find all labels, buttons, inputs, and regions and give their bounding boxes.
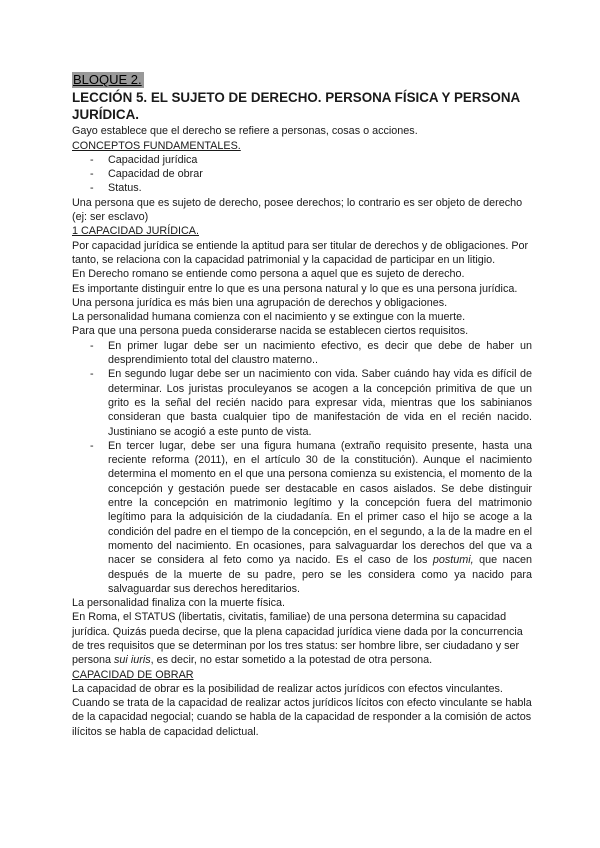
concepts-heading: CONCEPTOS FUNDAMENTALES.	[72, 139, 241, 152]
requirement-item: - En segundo lugar debe ser un nacimiento con vida. Saber cuándo hay vida es difícil de determinar. Los juristas proculeyanos se acogen a la concepción primitiva de que un grito es la señal del recién nacido para expresar vida, mientras que los sabinianos consideran que basta cualquier tipo de manifestación de vida en el recién nacido. Justiniano se acogió a este punto de vista.	[72, 367, 532, 438]
block-title: BLOQUE 2.	[73, 72, 142, 87]
legal-capacity-paragraph: Por capacidad jurídica se entiende la aptitud para ser titular de derechos y de obligaciones. Por tanto, se relaciona con la capacidad patrimonial y la capacidad de participar en un litigio.	[72, 239, 529, 266]
concepts-list	[72, 153, 532, 196]
concept-item: - Capacidad de obrar	[72, 167, 532, 181]
legal-capacity-paragraph: Para que una persona pueda considerarse nacida se establecen ciertos requisitos.	[72, 325, 469, 338]
lesson-title: LECCIÓN 5. EL SUJETO DE DERECHO. PERSONA FÍSICA Y PERSONA JURÍDICA.	[72, 90, 520, 123]
block-heading-row	[72, 72, 532, 88]
personality-end: La personalidad finaliza con la muerte física.	[72, 597, 286, 610]
capacity-to-act-heading: CAPACIDAD DE OBRAR	[72, 668, 194, 681]
status-text: , es decir, no estar sometido a la potestad de otra persona.	[150, 654, 433, 667]
requirement-text: En tercer lugar, debe ser una figura humana (extraño requisito presente, hasta una reciente reforma (2011), en el artículo 30 de la constitución). Aunque el nacimiento determina el momento en el que una persona comienza su existencia, el momento de la concepción y gestación puede ser destacable en casos aislados. Se debe distinguir entre la concepción en matrimonio legítimo y la concepción fuera del matrimonio legítimo para la adquisición de la ciudadanía. En el primer caso el hijo se acoge a la condición del padre en el tiempo de la concepción, en el segundo, a la de la madre en el momento del nacimiento. En ocasiones, para salvaguardar los derechos del que va a nacer se considera al feto como ya nacido. Es el caso de los	[108, 439, 532, 567]
legal-capacity-paragraph: Es importante distinguir entre lo que es una persona natural y lo que es una persona jurídica. Una persona jurídica es más bien una agrupación de derechos y obligaciones.	[72, 282, 518, 309]
legal-capacity-paragraph: En Derecho romano se entiende como persona a aquel que es sujeto de derecho.	[72, 268, 465, 281]
requirement-text: que nacen después de la muerte de su padre, pero se les considera como ya nacido para salvaguardar sus derechos hereditarios.	[108, 554, 533, 595]
postumi-term: postumi,	[432, 554, 474, 567]
sui-iuris-term: sui iuris	[114, 654, 151, 667]
concept-item: - Capacidad jurídica	[72, 153, 532, 167]
intro-text: Gayo establece que el derecho se refiere a personas, cosas o acciones.	[72, 125, 418, 138]
status-paragraph	[72, 610, 532, 667]
capacity-to-act-paragraph: La capacidad de obrar es la posibilidad de realizar actos jurídicos con efectos vinculantes.	[72, 682, 503, 695]
subject-note: Una persona que es sujeto de derecho, posee derechos; lo contrario es ser objeto de derecho (ej: ser esclavo)	[72, 196, 523, 224]
legal-capacity-paragraph: La personalidad humana comienza con el nacimiento y se extingue con la muerte.	[72, 311, 466, 324]
requirement-item: - En primer lugar debe ser un nacimiento efectivo, es decir que debe de haber un desprendimiento total del claustro materno..	[72, 339, 532, 368]
document-page	[72, 72, 532, 739]
legal-capacity-heading: 1 CAPACIDAD JURÍDICA.	[72, 225, 199, 238]
concept-item: - Status.	[72, 181, 532, 195]
capacity-to-act-paragraph: Cuando se trata de la capacidad de realizar actos jurídicos lícitos con efecto vinculante se habla de la capacidad negocial; cuando se habla de la capacidad de responder a la comisión de actos ilícitos se habla de capacidad delictual.	[72, 697, 532, 738]
status-text: En Roma, el STATUS (libertatis, civitatis, familiae) de una persona determina su capacidad jurídica. Quizás pueda decirse, que la plena capacidad jurídica viene dada por la concurrencia de tres requisitos que se determinan por los tres status: ser hombre libre, ser ciudadano y ser persona	[72, 611, 523, 667]
birth-requirements-list	[72, 339, 532, 596]
requirement-item-third	[72, 439, 532, 596]
